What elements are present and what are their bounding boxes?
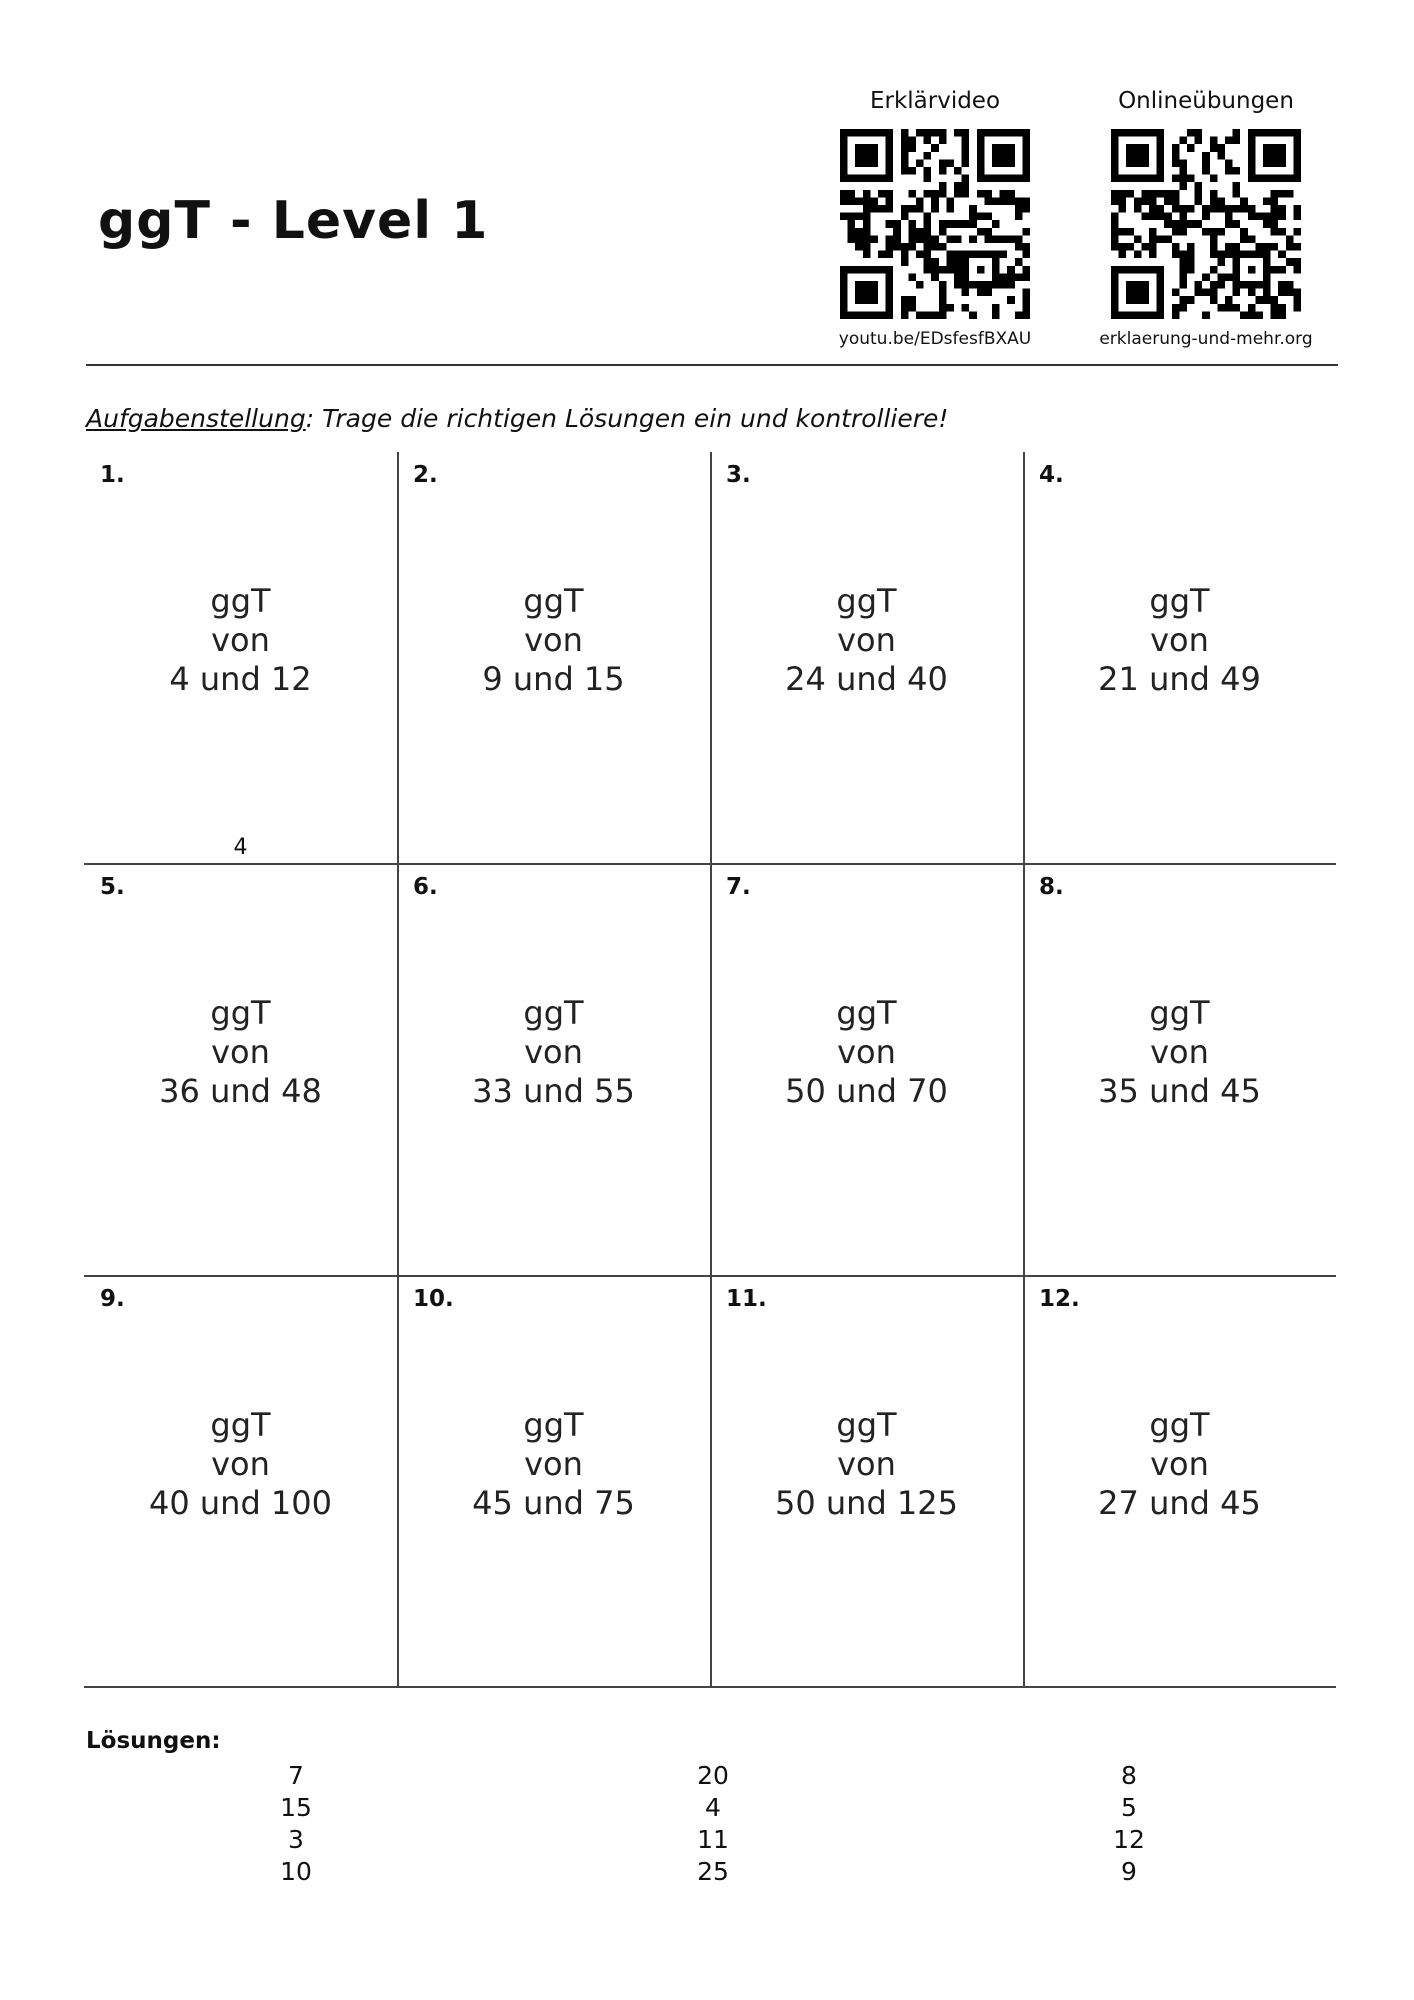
task-text bbox=[84, 582, 397, 699]
solution-value: 7 bbox=[288, 1761, 304, 1790]
task-text bbox=[710, 1406, 1023, 1523]
task-text bbox=[84, 994, 397, 1111]
task-cell-1[interactable] bbox=[84, 452, 397, 864]
solution-value: 15 bbox=[280, 1793, 312, 1822]
task-number: 4. bbox=[1039, 462, 1064, 488]
task-cell-3[interactable] bbox=[710, 452, 1023, 864]
solution-value: 4 bbox=[705, 1793, 721, 1822]
task-cell-2[interactable] bbox=[397, 452, 710, 864]
task-line: von bbox=[524, 621, 583, 659]
qr-online-url[interactable]: erklaerung-und-mehr.org bbox=[1099, 329, 1313, 349]
qr-video-label: Erklärvideo bbox=[869, 88, 1001, 114]
task-text bbox=[710, 994, 1023, 1111]
page-title: ggT - Level 1 bbox=[98, 191, 489, 251]
qr-video-url[interactable]: youtu.be/EDsfesfBXAU bbox=[838, 329, 1032, 349]
task-number: 1. bbox=[100, 462, 125, 488]
task-number: 10. bbox=[413, 1286, 454, 1312]
task-cell-9[interactable] bbox=[84, 1276, 397, 1688]
task-line: 35 und 45 bbox=[1098, 1072, 1261, 1110]
task-line: von bbox=[211, 1033, 270, 1071]
task-number: 7. bbox=[726, 874, 751, 900]
solution-value: 20 bbox=[697, 1761, 729, 1790]
task-number: 8. bbox=[1039, 874, 1064, 900]
task-number: 6. bbox=[413, 874, 438, 900]
task-line: ggT bbox=[523, 582, 584, 620]
task-text bbox=[397, 994, 710, 1111]
task-line: 50 und 125 bbox=[774, 1484, 958, 1522]
instruction-text: : Trage die richtigen Lösungen ein und kontrolliere! bbox=[305, 404, 949, 433]
task-line: 33 und 55 bbox=[472, 1072, 635, 1110]
task-cell-11[interactable] bbox=[710, 1276, 1023, 1688]
task-line: ggT bbox=[836, 1406, 897, 1444]
task-text bbox=[397, 582, 710, 699]
task-text bbox=[1023, 582, 1336, 699]
solution-value: 10 bbox=[280, 1857, 312, 1886]
task-answer[interactable]: 4 bbox=[233, 835, 248, 860]
solutions-column-2 bbox=[653, 1760, 773, 1888]
task-line: ggT bbox=[1149, 994, 1210, 1032]
solution-value: 9 bbox=[1121, 1857, 1137, 1886]
task-line: ggT bbox=[1149, 582, 1210, 620]
instruction bbox=[86, 404, 948, 433]
solution-value: 25 bbox=[697, 1857, 729, 1886]
task-line: ggT bbox=[210, 994, 271, 1032]
task-line: 27 und 45 bbox=[1098, 1484, 1261, 1522]
solution-value: 11 bbox=[697, 1825, 729, 1854]
task-line: ggT bbox=[210, 582, 271, 620]
solution-value: 8 bbox=[1121, 1761, 1137, 1790]
task-text bbox=[84, 1406, 397, 1523]
solutions-column-3 bbox=[1069, 1760, 1189, 1888]
task-line: von bbox=[524, 1445, 583, 1483]
task-number: 12. bbox=[1039, 1286, 1080, 1312]
solution-value: 12 bbox=[1113, 1825, 1145, 1854]
task-line: 24 und 40 bbox=[785, 660, 948, 698]
instruction-label: Aufgabenstellung bbox=[86, 404, 306, 433]
task-text bbox=[710, 582, 1023, 699]
task-line: ggT bbox=[523, 994, 584, 1032]
task-line: 36 und 48 bbox=[159, 1072, 322, 1110]
task-text bbox=[1023, 1406, 1336, 1523]
task-line: von bbox=[1150, 1445, 1209, 1483]
qr-code-video-icon[interactable] bbox=[840, 129, 1030, 319]
task-line: 40 und 100 bbox=[148, 1484, 332, 1522]
solution-value: 5 bbox=[1121, 1793, 1137, 1822]
task-cell-8[interactable] bbox=[1023, 864, 1336, 1276]
task-line: von bbox=[1150, 1033, 1209, 1071]
solutions-title: Lösungen: bbox=[86, 1728, 221, 1754]
task-line: von bbox=[1150, 621, 1209, 659]
task-cell-12[interactable] bbox=[1023, 1276, 1336, 1688]
task-number: 11. bbox=[726, 1286, 767, 1312]
task-line: 50 und 70 bbox=[785, 1072, 948, 1110]
task-line: 9 und 15 bbox=[482, 660, 625, 698]
task-cell-7[interactable] bbox=[710, 864, 1023, 1276]
task-number: 2. bbox=[413, 462, 438, 488]
task-line: von bbox=[837, 1445, 896, 1483]
header-divider bbox=[86, 364, 1338, 366]
task-line: von bbox=[837, 1033, 896, 1071]
qr-online-block bbox=[1096, 90, 1316, 348]
task-line: 21 und 49 bbox=[1098, 660, 1261, 698]
task-cell-6[interactable] bbox=[397, 864, 710, 1276]
solutions-column-1 bbox=[236, 1760, 356, 1888]
task-line: von bbox=[524, 1033, 583, 1071]
task-number: 3. bbox=[726, 462, 751, 488]
task-line: 45 und 75 bbox=[472, 1484, 635, 1522]
qr-online-label: Onlineübungen bbox=[1118, 88, 1294, 114]
task-line: ggT bbox=[523, 1406, 584, 1444]
task-line: ggT bbox=[836, 994, 897, 1032]
task-text bbox=[397, 1406, 710, 1523]
task-cell-5[interactable] bbox=[84, 864, 397, 1276]
task-line: 4 und 12 bbox=[169, 660, 312, 698]
qr-video-block bbox=[825, 90, 1045, 348]
task-cell-4[interactable] bbox=[1023, 452, 1336, 864]
task-cell-10[interactable] bbox=[397, 1276, 710, 1688]
task-number: 9. bbox=[100, 1286, 125, 1312]
task-line: ggT bbox=[836, 582, 897, 620]
task-text bbox=[1023, 994, 1336, 1111]
qr-code-online-icon[interactable] bbox=[1111, 129, 1301, 319]
task-line: von bbox=[211, 621, 270, 659]
task-line: ggT bbox=[1149, 1406, 1210, 1444]
task-number: 5. bbox=[100, 874, 125, 900]
solution-value: 3 bbox=[288, 1825, 304, 1854]
task-grid bbox=[84, 452, 1336, 1688]
task-line: von bbox=[211, 1445, 270, 1483]
task-line: ggT bbox=[210, 1406, 271, 1444]
task-line: von bbox=[837, 621, 896, 659]
